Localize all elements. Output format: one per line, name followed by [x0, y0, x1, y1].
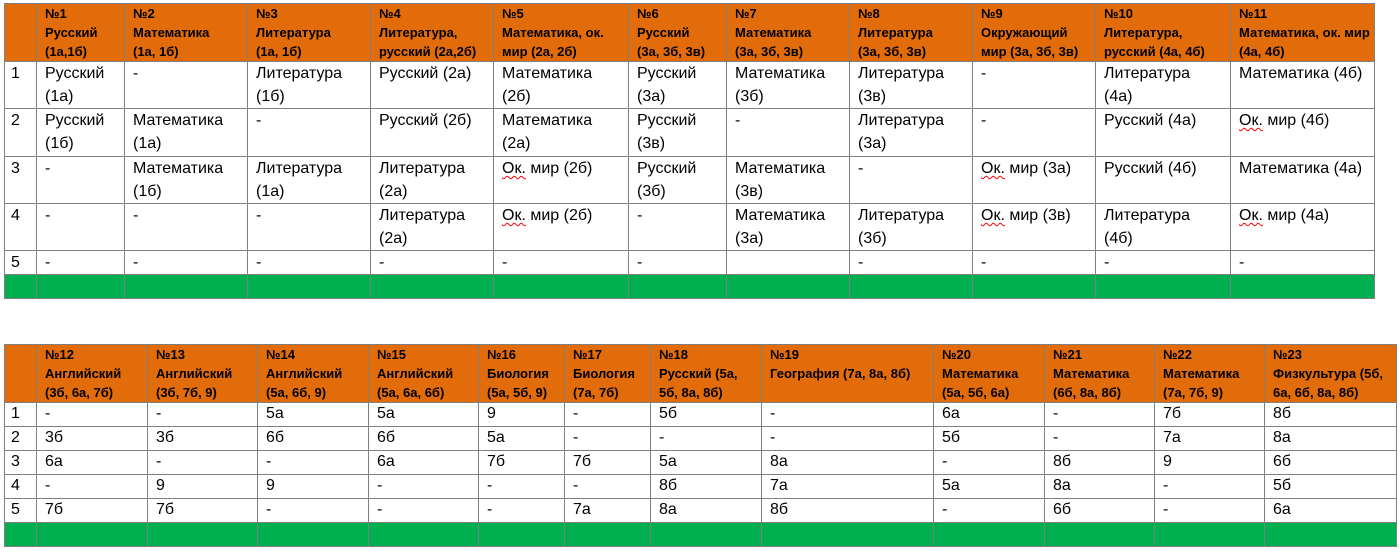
table-cell: 8б [651, 475, 762, 499]
table-cell: - [37, 403, 148, 427]
table-row [5, 204, 1375, 251]
table-cell: 6б [369, 427, 479, 451]
table-cell: 5а [479, 427, 565, 451]
table-cell: 9 [1155, 451, 1265, 475]
footer-cell [494, 275, 629, 299]
lesson-number: 1 [5, 62, 37, 109]
table-cell: Литература (3б) [850, 204, 973, 251]
header-cell: №15 Английский (5а, 6а, 6б) [369, 345, 479, 403]
footer-cell [369, 523, 479, 547]
footer-cell [762, 523, 934, 547]
table-cell: 7б [148, 499, 258, 523]
table-cell: 6а [369, 451, 479, 475]
table-cell: Математика (1а) [125, 109, 248, 157]
table-cell: 8б [762, 499, 934, 523]
header-cell: №3 Литература (1а, 1б) [248, 4, 371, 62]
lesson-number: 5 [5, 251, 37, 275]
table-cell: Литература (4а) [1096, 62, 1231, 109]
table-cell: - [762, 427, 934, 451]
table-cell: 5а [651, 451, 762, 475]
table-cell: Математика (4б) [1231, 62, 1375, 109]
spellcheck-word: Ок. [981, 160, 1005, 177]
footer-cell [479, 523, 565, 547]
table-cell: - [1045, 427, 1155, 451]
lesson-number: 5 [5, 499, 37, 523]
footer-cell [125, 275, 248, 299]
table-cell: Математика (3б) [727, 62, 850, 109]
table-cell: 5б [651, 403, 762, 427]
lesson-number: 2 [5, 109, 37, 157]
footer-cell [629, 275, 727, 299]
header-cell: №22 Математика (7а, 7б, 9) [1155, 345, 1265, 403]
table-cell: 3б [148, 427, 258, 451]
table-cell: Русский (3б) [629, 157, 727, 204]
table-cell: Математика (3в) [727, 157, 850, 204]
footer-cell [934, 523, 1045, 547]
table-cell: Литература (3а) [850, 109, 973, 157]
header-cell: №17 Биология (7а, 7б) [565, 345, 651, 403]
table-cell: 6б [1265, 451, 1397, 475]
table-cell: - [850, 251, 973, 275]
table-cell: 7б [37, 499, 148, 523]
lesson-number: 2 [5, 427, 37, 451]
table-row [5, 475, 1397, 499]
table-cell: 7а [1155, 427, 1265, 451]
table-cell: - [1155, 499, 1265, 523]
schedule-table-secondary [4, 344, 1397, 547]
header-cell: №4 Литература, русский (2а,2б) [371, 4, 494, 62]
table-cell: Литература (4б) [1096, 204, 1231, 251]
table-cell: 9 [258, 475, 369, 499]
table-cell: 7б [479, 451, 565, 475]
table-cell: - [148, 403, 258, 427]
footer-cell [371, 275, 494, 299]
table-cell: Русский (2б) [371, 109, 494, 157]
table-cell: 9 [148, 475, 258, 499]
table-cell: - [629, 251, 727, 275]
spellcheck-word: Ок. [1239, 207, 1263, 224]
table-row [5, 427, 1397, 451]
table-row [5, 499, 1397, 523]
table-cell: 8б [1265, 403, 1397, 427]
table-cell: Русский (3в) [629, 109, 727, 157]
footer-cell [37, 523, 148, 547]
table-cell: 6а [1265, 499, 1397, 523]
lesson-number: 1 [5, 403, 37, 427]
table-cell: - [629, 204, 727, 251]
table-cell: Математика (2а) [494, 109, 629, 157]
table-cell: - [651, 427, 762, 451]
table-cell: Русский (3а) [629, 62, 727, 109]
table-row [5, 109, 1375, 157]
table-cell: Русский (4а) [1096, 109, 1231, 157]
header-cell: №14 Английский (5а, 6б, 9) [258, 345, 369, 403]
header-cell: №20 Математика (5а, 5б, 6а) [934, 345, 1045, 403]
table-cell: 7б [1155, 403, 1265, 427]
table-cell: - [1155, 475, 1265, 499]
table-cell: - [248, 251, 371, 275]
table-cell: - [565, 427, 651, 451]
table-cell: Ок. мир (2б) [494, 204, 629, 251]
table-cell [727, 251, 850, 275]
lesson-number: 3 [5, 451, 37, 475]
header-cell: №13 Английский (3б, 7б, 9) [148, 345, 258, 403]
table-cell: - [1096, 251, 1231, 275]
table-cell: 8а [762, 451, 934, 475]
table-cell: - [258, 499, 369, 523]
header-cell: №19 География (7а, 8а, 8б) [762, 345, 934, 403]
lesson-number: 4 [5, 204, 37, 251]
table-cell: Русский (4б) [1096, 157, 1231, 204]
table-cell: - [37, 251, 125, 275]
header-cell: №1 Русский (1а,1б) [37, 4, 125, 62]
header-cell: №8 Литература (3а, 3б, 3в) [850, 4, 973, 62]
table-cell: - [148, 451, 258, 475]
spellcheck-word: Ок. [502, 207, 526, 224]
table-cell: - [1045, 403, 1155, 427]
table-cell: 7а [565, 499, 651, 523]
table-cell: - [37, 204, 125, 251]
table-cell: Ок. мир (4б) [1231, 109, 1375, 157]
table-cell: Математика (2б) [494, 62, 629, 109]
table-cell: - [248, 109, 371, 157]
footer-cell [651, 523, 762, 547]
table-row [5, 62, 1375, 109]
header-cell: №21 Математика (6б, 8а, 8б) [1045, 345, 1155, 403]
table-cell: 8а [1045, 475, 1155, 499]
table-cell: - [762, 403, 934, 427]
table-cell: Русский (1б) [37, 109, 125, 157]
footer-cell [5, 523, 37, 547]
table-cell: Математика (3а) [727, 204, 850, 251]
spellcheck-word: Ок. [502, 160, 526, 177]
table-cell: Ок. мир (4а) [1231, 204, 1375, 251]
table-cell: 7а [762, 475, 934, 499]
table-cell: - [934, 499, 1045, 523]
table-cell: 6а [934, 403, 1045, 427]
footer-cell [258, 523, 369, 547]
table-cell: - [479, 499, 565, 523]
header-cell: №16 Биология (5а, 5б, 9) [479, 345, 565, 403]
table-cell: - [973, 251, 1096, 275]
footer-cell [1045, 523, 1155, 547]
table-cell: 5а [369, 403, 479, 427]
table-cell: Литература (2а) [371, 157, 494, 204]
table-cell: Ок. мир (3а) [973, 157, 1096, 204]
footer-bar [5, 275, 1375, 299]
table-cell: - [258, 451, 369, 475]
header-cell: №6 Русский (3а, 3б, 3в) [629, 4, 727, 62]
header-cell: №5 Математика, ок. мир (2а, 2б) [494, 4, 629, 62]
table-cell: 5а [934, 475, 1045, 499]
footer-cell [1096, 275, 1231, 299]
table-cell: - [973, 62, 1096, 109]
header-cell: №10 Литература, русский (4а, 4б) [1096, 4, 1231, 62]
schedule-table-primary [4, 3, 1375, 299]
table-cell: - [565, 475, 651, 499]
header-cell: №18 Русский (5а, 5б, 8а, 8б) [651, 345, 762, 403]
table-cell: Математика (4а) [1231, 157, 1375, 204]
header-corner [5, 4, 37, 62]
table-row [5, 157, 1375, 204]
table-cell: - [248, 204, 371, 251]
header-cell: №11 Математика, ок. мир (4а, 4б) [1231, 4, 1375, 62]
table-cell: 8а [1265, 427, 1397, 451]
table-cell: - [934, 451, 1045, 475]
table-cell: - [37, 157, 125, 204]
table-cell: 9 [479, 403, 565, 427]
footer-cell [973, 275, 1096, 299]
footer-cell [5, 275, 37, 299]
footer-cell [1231, 275, 1375, 299]
footer-cell [37, 275, 125, 299]
table-cell: Литература (1а) [248, 157, 371, 204]
table-cell: - [850, 157, 973, 204]
table-cell: - [369, 475, 479, 499]
table-cell: - [371, 251, 494, 275]
table-cell: Русский (2а) [371, 62, 494, 109]
header-cell: №7 Математика (3а, 3б, 3в) [727, 4, 850, 62]
table-cell: 8а [651, 499, 762, 523]
table-cell: Литература (2а) [371, 204, 494, 251]
table-cell: 8б [1045, 451, 1155, 475]
table-cell: - [125, 251, 248, 275]
header-cell: №12 Английский (3б, 6а, 7б) [37, 345, 148, 403]
table-cell: - [125, 204, 248, 251]
table-cell: Литература (3в) [850, 62, 973, 109]
header-corner [5, 345, 37, 403]
table-cell: - [37, 475, 148, 499]
table-cell: - [369, 499, 479, 523]
table-cell: - [565, 403, 651, 427]
table-cell: 5а [258, 403, 369, 427]
footer-cell [850, 275, 973, 299]
footer-cell [565, 523, 651, 547]
footer-cell [148, 523, 258, 547]
lesson-number: 3 [5, 157, 37, 204]
table-cell: 3б [37, 427, 148, 451]
header-cell: №23 Физкультура (5б, 6а, 6б, 8а, 8б) [1265, 345, 1397, 403]
footer-cell [1155, 523, 1265, 547]
footer-cell [1265, 523, 1397, 547]
table-row [5, 403, 1397, 427]
footer-bar [5, 523, 1397, 547]
table-cell: Ок. мир (2б) [494, 157, 629, 204]
table-cell: 7б [565, 451, 651, 475]
footer-cell [727, 275, 850, 299]
table-cell: 5б [934, 427, 1045, 451]
table-cell: Ок. мир (3в) [973, 204, 1096, 251]
header-cell: №2 Математика (1а, 1б) [125, 4, 248, 62]
table-cell: - [494, 251, 629, 275]
table-row [5, 251, 1375, 275]
table-cell: - [973, 109, 1096, 157]
table-cell: 6б [1045, 499, 1155, 523]
table-row [5, 451, 1397, 475]
table-cell: Русский (1а) [37, 62, 125, 109]
table-cell: - [1231, 251, 1375, 275]
table-cell: Математика (1б) [125, 157, 248, 204]
header-cell: №9 Окружающий мир (3а, 3б, 3в) [973, 4, 1096, 62]
table-cell: 6б [258, 427, 369, 451]
footer-cell [248, 275, 371, 299]
table-cell: 5б [1265, 475, 1397, 499]
spellcheck-word: Ок. [981, 207, 1005, 224]
table-cell: 6а [37, 451, 148, 475]
table-cell: - [479, 475, 565, 499]
table-cell: - [727, 109, 850, 157]
table-cell: - [125, 62, 248, 109]
spellcheck-word: Ок. [1239, 112, 1263, 129]
table-cell: Литература (1б) [248, 62, 371, 109]
lesson-number: 4 [5, 475, 37, 499]
